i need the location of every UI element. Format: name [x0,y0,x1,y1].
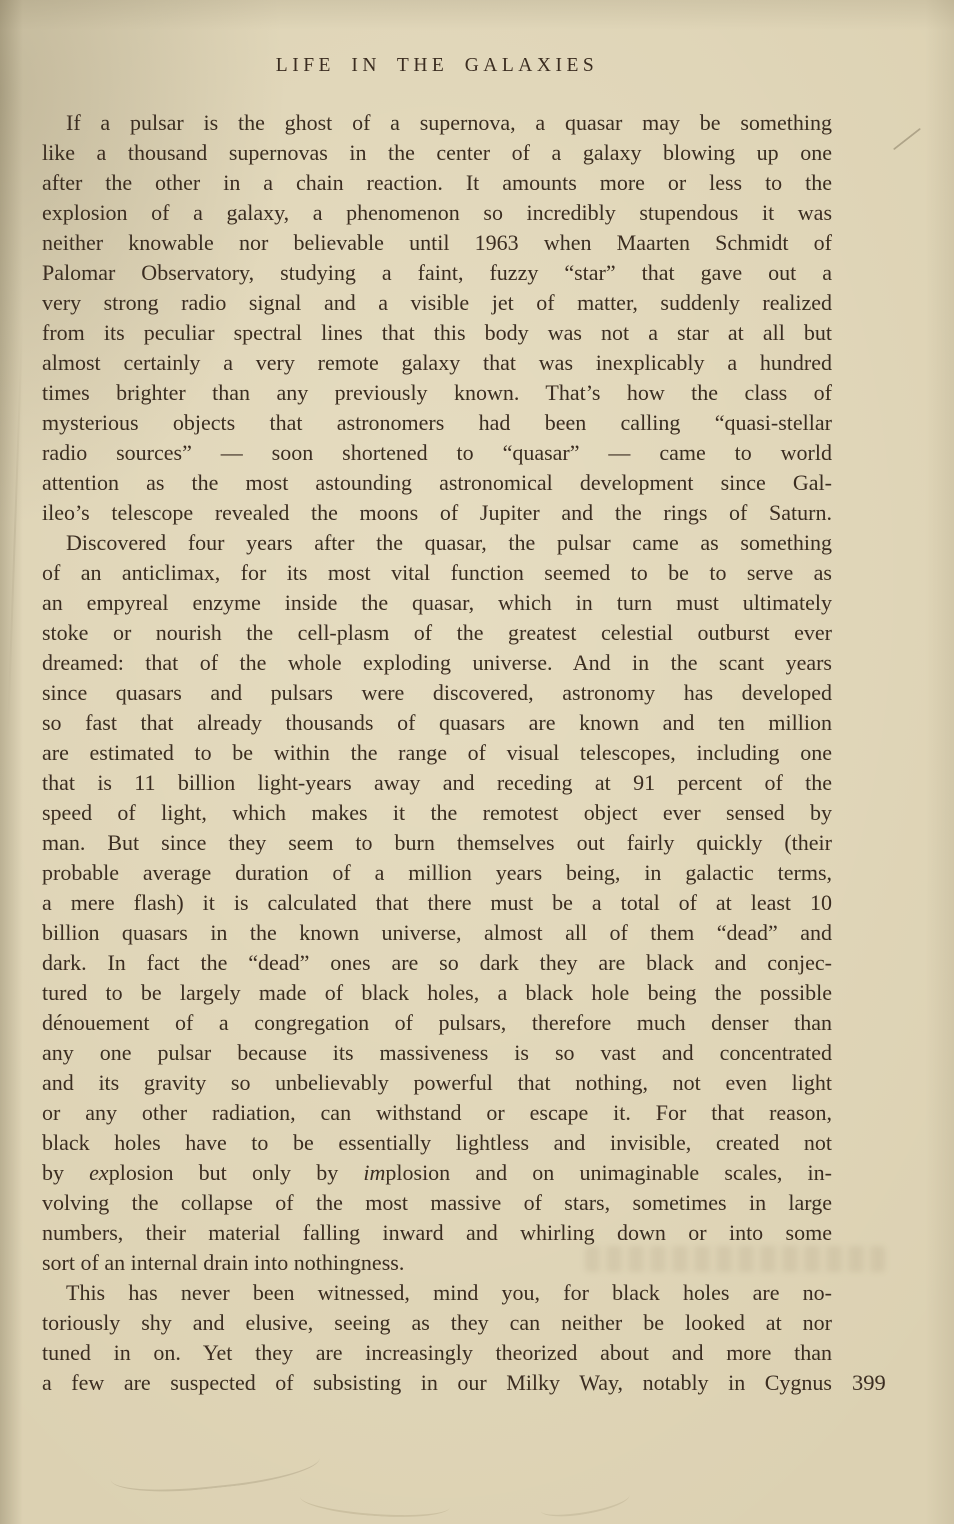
text-line: like a thousand supernovas in the center of a galaxy blowing up one [42,140,832,165]
page-number: 399 [852,1370,886,1395]
text-line: from its peculiar spectral lines that this body was not a star at all but [42,320,832,345]
text-line: by explosion but only by implosion and on unimaginable scales, in- [42,1160,832,1185]
text-line: neither knowable nor believable until 1963 when Maarten Schmidt of [42,230,832,255]
text-line: a few are suspected of subsisting in our Milky Way, notably in Cygnus [42,1370,832,1395]
paper-crease [7,320,24,740]
text-line: dark. In fact the “dead” ones are so dark they are black and conjec- [42,950,832,975]
text-line: mysterious objects that astronomers had been calling “quasi-stellar [42,410,832,435]
text-line: or any other radiation, can withstand or escape it. For that reason, [42,1100,832,1125]
pencil-squiggle [108,1435,321,1499]
text-line: If a pulsar is the ghost of a supernova, a quasar may be something [66,110,832,135]
text-line: are estimated to be within the range of visual telescopes, including one [42,740,832,765]
text-line: numbers, their material falling inward and whirling down or into some [42,1220,832,1245]
text-line: since quasars and pulsars were discovered, astronomy has developed [42,680,832,705]
running-header: LIFE IN THE GALAXIES [275,55,599,76]
text-line: a mere flash) it is calculated that there must be a total of at least 10 [42,890,832,915]
pencil-squiggle [539,1484,631,1521]
text-line: tuned in on. Yet they are increasingly theorized about and more than [42,1340,832,1365]
text-line: dreamed: that of the whole exploding universe. And in the scant years [42,650,832,675]
text-line: of an anticlimax, for its most vital function seemed to be to serve as [42,560,832,585]
text-line: Palomar Observatory, studying a faint, fuzzy “star” that gave out a [42,260,832,285]
text-line: dénouement of a congregation of pulsars, therefore much denser than [42,1010,832,1035]
scan-scratch [893,128,921,151]
text-line: sort of an internal drain into nothingness. [42,1250,405,1275]
text-line: attention as the most astounding astronomical development since Gal- [42,470,832,495]
text-line: This has never been witnessed, mind you, for black holes are no- [66,1280,832,1305]
text-line: so fast that already thousands of quasars are known and ten million [42,710,832,735]
text-line: ileo’s telescope revealed the moons of Jupiter and the rings of Saturn. [42,500,832,525]
text-line: any one pulsar because its massiveness is so vast and concentrated [42,1040,832,1065]
text-line: an empyreal enzyme inside the quasar, which in turn must ultimately [42,590,832,615]
text-line: billion quasars in the known universe, almost all of them “dead” and [42,920,832,945]
text-line: stoke or nourish the cell-plasm of the greatest celestial outburst ever [42,620,832,645]
text-line: black holes have to be essentially lightless and invisible, created not [42,1130,832,1155]
text-line: tured to be largely made of black holes, a black hole being the possible [42,980,832,1005]
text-line: toriously shy and elusive, seeing as they can neither be looked at nor [42,1310,832,1335]
text-line: probable average duration of a million years being, in galactic terms, [42,860,832,885]
body-text [42,108,832,1398]
text-line: radio sources” — soon shortened to “quasar” — came to world [42,440,832,465]
text-line: speed of light, which makes it the remotest object ever sensed by [42,800,832,825]
text-line: and its gravity so unbelievably powerful that nothing, not even light [42,1070,832,1095]
text-line: that is 11 billion light-years away and receding at 91 percent of the [42,770,832,795]
text-line: very strong radio signal and a visible jet of matter, suddenly realized [42,290,832,315]
text-line: almost certainly a very remote galaxy that was inexplicably a hundred [42,350,832,375]
text-line: volving the collapse of the most massive of stars, sometimes in large [42,1190,832,1215]
text-line: times brighter than any previously known. That’s how the class of [42,380,832,405]
text-line: after the other in a chain reaction. It amounts more or less to the [42,170,832,195]
text-line: man. But since they seem to burn themselves out fairly quickly (their [42,830,832,855]
pencil-squiggle [299,1483,451,1521]
text-line: explosion of a galaxy, a phenomenon so incredibly stupendous it was [42,200,832,225]
text-line: Discovered four years after the quasar, the pulsar came as something [66,530,832,555]
